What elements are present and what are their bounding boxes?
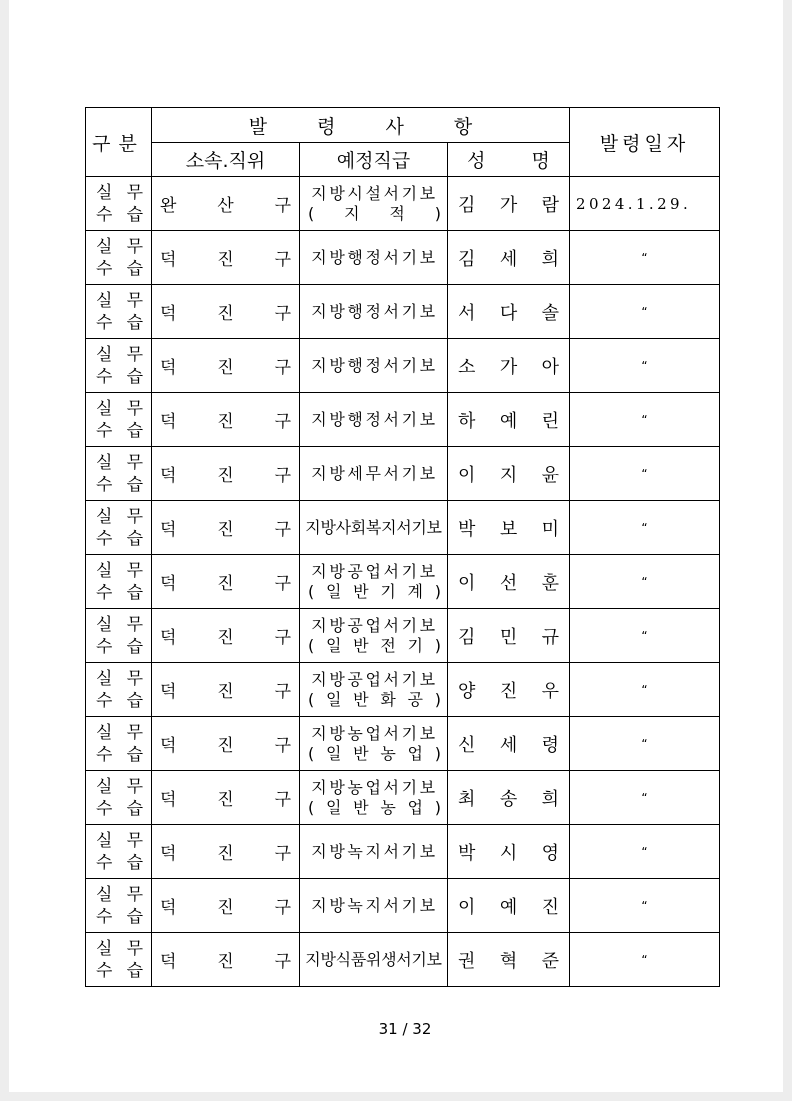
unit-char: 진 [217,574,234,594]
grade-subtitle: ( 일 반 화 공 ) [308,689,441,709]
cell-date: “ [570,879,720,933]
unit-char: 덕 [160,790,177,810]
cell-unit [152,501,300,555]
cell-unit [152,825,300,879]
cell-grade [300,177,448,231]
appointment-rows [86,177,720,987]
name-char: 규 [541,626,560,648]
name-char: 다 [499,302,518,324]
unit-char: 덕 [160,412,177,432]
cell-date: “ [570,609,720,663]
grade-title: 지방행정서기보 [311,355,438,375]
cell-grade [300,771,448,825]
cell-gubun [86,339,152,393]
gubun-char: 수 [96,906,113,927]
gubun-char: 수 [96,366,113,387]
gubun-char: 습 [126,366,143,387]
unit-char: 구 [274,574,291,594]
table-row [86,393,720,447]
name-char: 혁 [499,950,518,972]
cell-grade [300,339,448,393]
cell-grade [300,609,448,663]
grade-subtitle: ( 일 반 기 계 ) [308,581,441,601]
unit-char: 진 [217,358,234,378]
unit-char: 진 [217,304,234,324]
table-row [86,825,720,879]
name-char: 세 [499,248,518,270]
name-char: 박 [458,842,476,864]
unit-char: 구 [274,790,291,810]
cell-gubun [86,825,152,879]
cell-name [448,177,570,231]
gubun-char: 수 [96,258,113,279]
header-gubun: 구분 [86,108,152,177]
gubun-char: 실 [96,938,113,959]
grade-title: 지방농업서기보 [311,777,438,797]
unit-char: 구 [274,466,291,486]
cell-gubun [86,717,152,771]
cell-date: “ [570,339,720,393]
gubun-char: 무 [126,236,143,257]
cell-gubun [86,231,152,285]
name-char: 서 [458,302,476,324]
unit-char: 진 [217,628,234,648]
unit-char: 구 [274,196,291,216]
cell-date: “ [570,933,720,987]
name-char: 이 [458,464,476,486]
cell-date: “ [570,825,720,879]
gubun-char: 습 [126,690,143,711]
table-row [86,177,720,231]
unit-char: 덕 [160,736,177,756]
unit-char: 진 [217,682,234,702]
name-char: 예 [499,410,518,432]
gubun-char: 습 [126,312,143,333]
cell-name [448,285,570,339]
unit-char: 구 [274,358,291,378]
cell-name [448,609,570,663]
cell-grade [300,555,448,609]
cell-grade [300,717,448,771]
cell-grade [300,393,448,447]
cell-name [448,231,570,285]
appointment-table [85,107,720,987]
unit-char: 구 [274,412,291,432]
table-row [86,609,720,663]
gubun-char: 수 [96,312,113,333]
table-row [86,933,720,987]
unit-char: 덕 [160,952,177,972]
gubun-char: 무 [126,344,143,365]
cell-name [448,555,570,609]
unit-char: 진 [217,952,234,972]
cell-name [448,825,570,879]
unit-char: 진 [217,790,234,810]
gubun-char: 실 [96,668,113,689]
name-char: 민 [499,626,518,648]
cell-date: “ [570,393,720,447]
grade-title: 지방공업서기보 [311,561,438,581]
cell-gubun [86,609,152,663]
unit-char: 진 [217,412,234,432]
table-row [86,555,720,609]
cell-date: “ [570,285,720,339]
grade-title: 지방녹지서기보 [311,895,438,915]
gubun-char: 실 [96,506,113,527]
grade-subtitle: ( 지 적 ) [308,203,441,223]
grade-subtitle: ( 일 반 전 기 ) [308,635,441,655]
header-appointment-date: 발령일자 [570,108,720,177]
unit-char: 구 [274,952,291,972]
gubun-char: 실 [96,614,113,635]
unit-char: 산 [217,196,234,216]
name-char: 준 [541,950,560,972]
name-char: 린 [541,410,560,432]
cell-date: “ [570,501,720,555]
cell-grade [300,231,448,285]
gubun-char: 무 [126,668,143,689]
name-char: 이 [458,896,476,918]
gubun-char: 수 [96,420,113,441]
table-row [86,285,720,339]
gubun-char: 습 [126,906,143,927]
table-row [86,501,720,555]
unit-char: 진 [217,520,234,540]
gubun-char: 습 [126,420,143,441]
gubun-char: 실 [96,398,113,419]
gubun-char: 무 [126,830,143,851]
table-row [86,231,720,285]
cell-grade [300,447,448,501]
name-char: 진 [541,896,560,918]
name-char: 소 [458,356,476,378]
gubun-char: 습 [126,852,143,873]
cell-unit [152,231,300,285]
unit-char: 구 [274,898,291,918]
gubun-char: 실 [96,884,113,905]
gubun-char: 수 [96,744,113,765]
gubun-char: 습 [126,474,143,495]
gubun-char: 수 [96,582,113,603]
name-char: 우 [541,680,560,702]
name-char: 박 [458,518,476,540]
gubun-char: 무 [126,506,143,527]
cell-gubun [86,879,152,933]
unit-char: 진 [217,736,234,756]
cell-gubun [86,933,152,987]
grade-title: 지방농업서기보 [311,723,438,743]
name-char: 희 [541,788,560,810]
cell-grade [300,933,448,987]
cell-name [448,717,570,771]
cell-date: “ [570,555,720,609]
gubun-char: 실 [96,290,113,311]
gubun-char: 습 [126,960,143,981]
cell-date: “ [570,771,720,825]
cell-name [448,393,570,447]
cell-gubun [86,555,152,609]
unit-char: 덕 [160,358,177,378]
cell-gubun [86,501,152,555]
cell-unit [152,933,300,987]
cell-grade [300,501,448,555]
cell-unit [152,663,300,717]
unit-char: 구 [274,304,291,324]
name-char: 가 [499,356,518,378]
gubun-char: 습 [126,744,143,765]
gubun-char: 습 [126,636,143,657]
gubun-char: 습 [126,582,143,603]
gubun-char: 습 [126,258,143,279]
grade-title: 지방행정서기보 [311,409,438,429]
name-char: 권 [458,950,476,972]
name-char: 령 [541,734,560,756]
cell-grade [300,825,448,879]
gubun-char: 실 [96,560,113,581]
name-char: 아 [541,356,560,378]
gubun-char: 수 [96,852,113,873]
gubun-char: 습 [126,204,143,225]
gubun-char: 실 [96,830,113,851]
cell-unit [152,717,300,771]
cell-gubun [86,393,152,447]
name-char: 신 [458,734,476,756]
name-char: 김 [458,194,476,216]
cell-grade [300,285,448,339]
gubun-char: 실 [96,182,113,203]
grade-title: 지방녹지서기보 [311,841,438,861]
name-char: 훈 [541,572,560,594]
cell-gubun [86,447,152,501]
gubun-char: 수 [96,528,113,549]
grade-title: 지방행정서기보 [311,301,438,321]
cell-unit [152,177,300,231]
unit-char: 구 [274,628,291,648]
name-char: 세 [499,734,518,756]
grade-title: 지방공업서기보 [311,615,438,635]
unit-char: 구 [274,250,291,270]
cell-name [448,771,570,825]
cell-name [448,447,570,501]
gubun-char: 습 [126,528,143,549]
gubun-char: 실 [96,236,113,257]
gubun-char: 수 [96,690,113,711]
unit-char: 진 [217,466,234,486]
gubun-char: 수 [96,636,113,657]
unit-char: 완 [160,196,177,216]
grade-subtitle: ( 일 반 농 업 ) [308,743,441,763]
grade-title: 지방시설서기보 [311,183,438,203]
name-char: 예 [499,896,518,918]
cell-name [448,339,570,393]
gubun-char: 무 [126,560,143,581]
gubun-char: 습 [126,798,143,819]
name-char: 영 [541,842,560,864]
grade-title: 지방사회복지서기보 [305,517,442,537]
name-char: 람 [541,194,560,216]
name-char: 가 [499,194,518,216]
cell-gubun [86,771,152,825]
grade-title: 지방식품위생서기보 [305,949,442,969]
cell-unit [152,771,300,825]
unit-char: 구 [274,682,291,702]
gubun-char: 실 [96,452,113,473]
unit-char: 덕 [160,520,177,540]
page-number: 31 / 32 [378,1020,432,1038]
table-row [86,663,720,717]
name-char: 김 [458,248,476,270]
cell-unit [152,339,300,393]
gubun-char: 실 [96,722,113,743]
unit-char: 구 [274,520,291,540]
name-char: 양 [458,680,476,702]
cell-name [448,933,570,987]
gubun-char: 수 [96,798,113,819]
cell-unit [152,393,300,447]
gubun-char: 무 [126,398,143,419]
gubun-char: 무 [126,722,143,743]
unit-char: 덕 [160,574,177,594]
cell-date: “ [570,663,720,717]
gubun-char: 실 [96,344,113,365]
cell-unit [152,879,300,933]
table-row [86,447,720,501]
name-char: 진 [499,680,518,702]
table-row [86,771,720,825]
name-char: 희 [541,248,560,270]
cell-unit [152,285,300,339]
cell-date: “ [570,447,720,501]
header-appointment-details: 발 령 사 항 [152,108,570,143]
grade-title: 지방행정서기보 [311,247,438,267]
cell-unit [152,447,300,501]
grade-subtitle: ( 일 반 농 업 ) [308,797,441,817]
cell-grade [300,879,448,933]
cell-date: 2024.1.29. [570,177,720,231]
name-char: 선 [499,572,518,594]
gubun-char: 수 [96,960,113,981]
grade-title: 지방공업서기보 [311,669,438,689]
cell-gubun [86,663,152,717]
cell-unit [152,555,300,609]
header-name: 성 명 [448,143,570,177]
unit-char: 진 [217,844,234,864]
gubun-char: 무 [126,938,143,959]
unit-char: 덕 [160,844,177,864]
cell-date: “ [570,717,720,771]
name-char: 미 [541,518,560,540]
cell-gubun [86,285,152,339]
unit-char: 덕 [160,304,177,324]
name-char: 지 [499,464,518,486]
name-char: 윤 [541,464,560,486]
name-char: 송 [499,788,518,810]
gubun-char: 무 [126,452,143,473]
table-row [86,879,720,933]
cell-date: “ [570,231,720,285]
unit-char: 구 [274,844,291,864]
cell-name [448,663,570,717]
name-char: 보 [499,518,518,540]
name-char: 솔 [541,302,560,324]
document-page [9,0,783,1092]
gubun-char: 수 [96,204,113,225]
unit-char: 진 [217,898,234,918]
name-char: 김 [458,626,476,648]
gubun-char: 무 [126,614,143,635]
name-char: 최 [458,788,476,810]
unit-char: 진 [217,250,234,270]
name-char: 이 [458,572,476,594]
gubun-char: 무 [126,884,143,905]
cell-name [448,879,570,933]
cell-name [448,501,570,555]
table-row [86,717,720,771]
header-planned-grade: 예정직급 [300,143,448,177]
gubun-char: 무 [126,776,143,797]
cell-gubun [86,177,152,231]
gubun-char: 무 [126,290,143,311]
unit-char: 덕 [160,898,177,918]
cell-unit [152,609,300,663]
gubun-char: 무 [126,182,143,203]
gubun-char: 수 [96,474,113,495]
unit-char: 구 [274,736,291,756]
header-unit-position: 소속.직위 [152,143,300,177]
name-char: 시 [499,842,518,864]
unit-char: 덕 [160,466,177,486]
cell-grade [300,663,448,717]
grade-title: 지방세무서기보 [311,463,438,483]
unit-char: 덕 [160,250,177,270]
gubun-char: 실 [96,776,113,797]
unit-char: 덕 [160,628,177,648]
table-row [86,339,720,393]
name-char: 하 [458,410,476,432]
unit-char: 덕 [160,682,177,702]
